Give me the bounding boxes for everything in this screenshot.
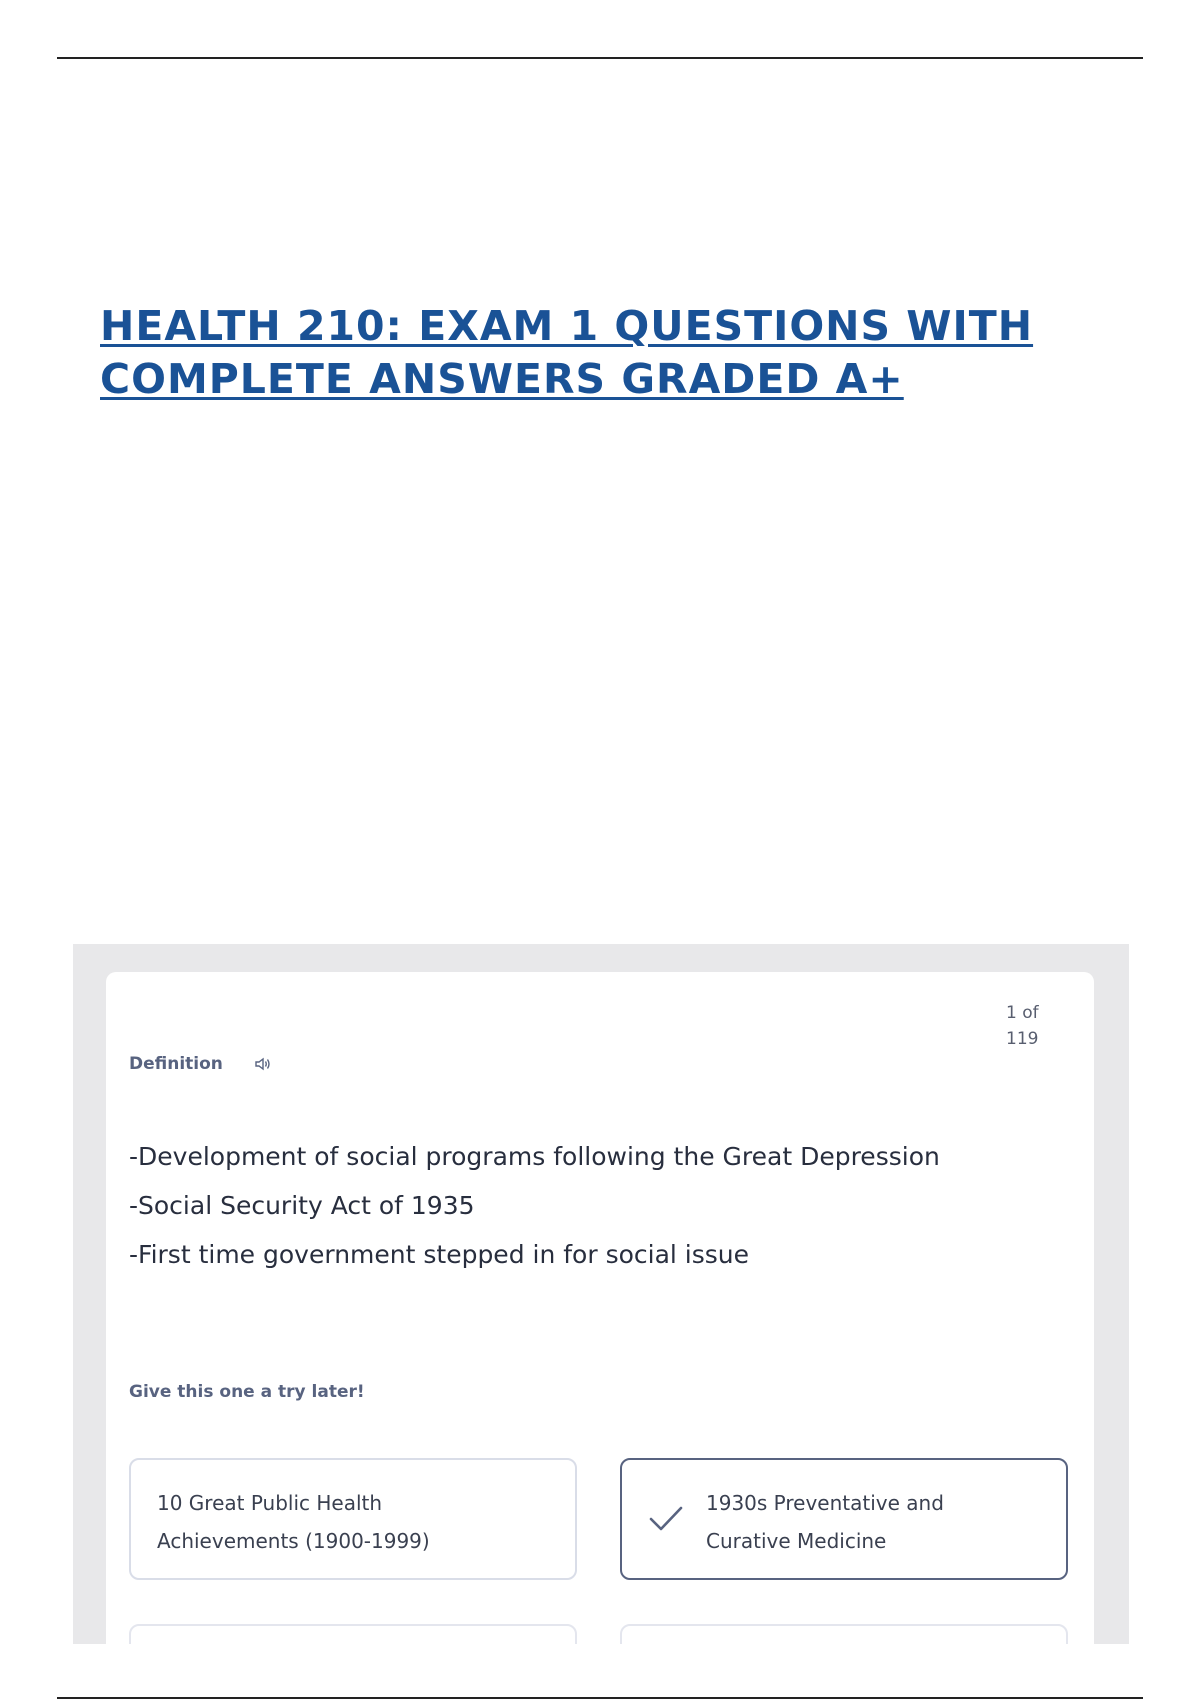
try-later-prompt: Give this one a try later! [129,1382,365,1402]
check-icon [648,1504,684,1534]
definition-line: -Social Security Act of 1935 [129,1191,475,1220]
top-rule [57,57,1143,59]
card-counter-total: 119 [1006,1029,1039,1049]
definition-header [129,1054,273,1074]
flashcard-screenshot [73,944,1129,1644]
bottom-rule [57,1697,1143,1699]
answer-option-line: 10 Great Public Health [157,1491,383,1515]
answer-option-line: 1930s Preventative and [706,1491,944,1515]
answer-option-4[interactable] [620,1624,1068,1644]
speaker-icon[interactable] [253,1054,273,1074]
answer-option-line: Achievements (1900-1999) [157,1529,430,1553]
definition-line: -Development of social programs following the Great Depression [129,1142,940,1171]
answer-option-3[interactable] [129,1624,577,1644]
definition-label: Definition [129,1054,223,1074]
answer-option-2-selected[interactable] [620,1458,1068,1580]
document-title: HEALTH 210: EXAM 1 QUESTIONS WITH COMPLETE ANSWERS GRADED A+ [100,302,1034,403]
flashcard [106,972,1094,1644]
answer-option-text [706,1484,1046,1560]
card-counter [1006,1000,1066,1052]
answer-option-1[interactable] [129,1458,577,1580]
card-counter-position: 1 of [1006,1003,1039,1023]
answer-option-line: Curative Medicine [706,1529,887,1553]
definition-text [129,1132,940,1279]
answer-option-text [157,1484,557,1560]
definition-line: -First time government stepped in for social issue [129,1240,750,1269]
